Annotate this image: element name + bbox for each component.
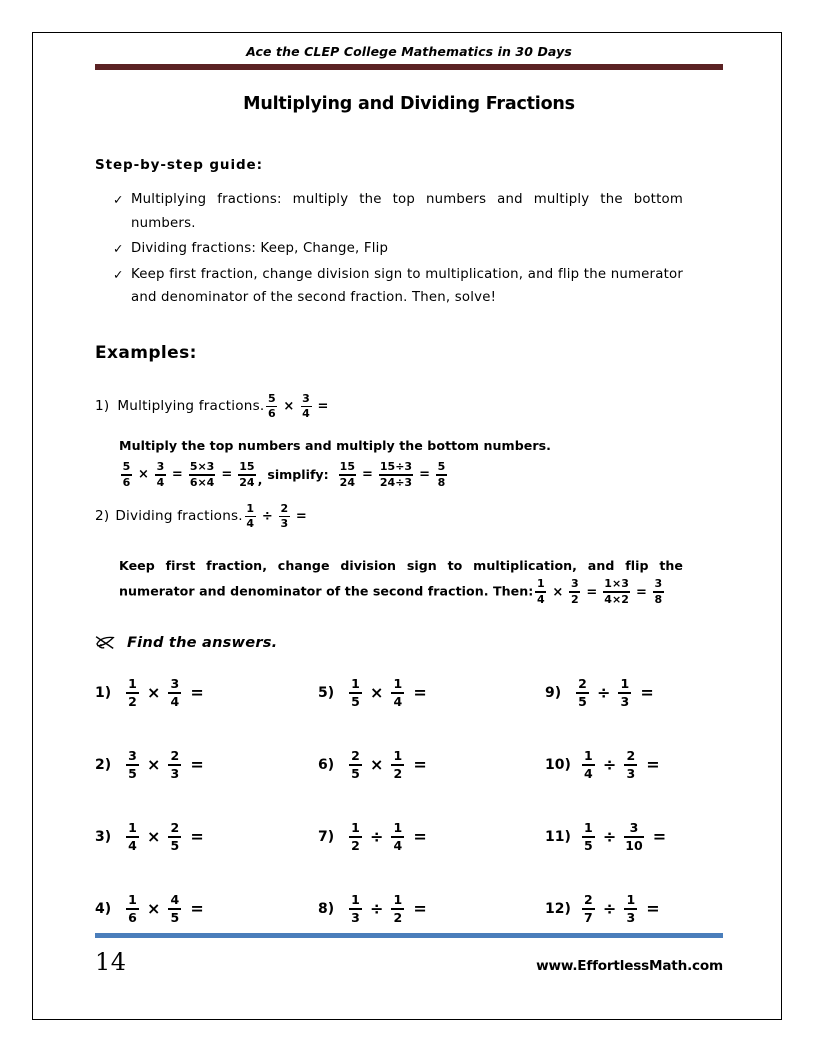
- fraction-numerator: 1: [537, 577, 545, 591]
- exercise-item[interactable]: [545, 676, 723, 710]
- equals-sign: =: [635, 584, 647, 600]
- exercise-item[interactable]: [95, 820, 318, 854]
- fraction-denominator: 5: [351, 693, 360, 709]
- fraction-numerator: 1: [584, 747, 593, 763]
- fraction-numerator: 15: [339, 460, 355, 474]
- example-1-solution-text: Multiply the top numbers and multiply the bottom numbers.: [119, 438, 552, 454]
- equals-sign: =: [586, 584, 598, 600]
- step-by-step-guide-list: [95, 188, 723, 310]
- guide-list-item: [95, 263, 683, 310]
- operator: ×: [370, 682, 384, 702]
- guide-list-item: [95, 188, 683, 235]
- operator: ×: [552, 584, 564, 600]
- fraction: [379, 461, 413, 489]
- fraction-numerator: 1: [351, 675, 360, 691]
- footer-row: [95, 948, 723, 976]
- fraction: [189, 461, 216, 489]
- exercise-number: 7): [318, 828, 335, 845]
- fraction: [569, 578, 580, 606]
- fraction-denominator: 3: [280, 517, 289, 531]
- fraction-denominator: 4: [537, 592, 545, 606]
- fraction-numerator: 2: [626, 747, 636, 763]
- example-2-solution-math: [533, 578, 666, 606]
- operator: ÷: [370, 826, 384, 846]
- operator: ÷: [370, 898, 384, 918]
- fraction-denominator: 4: [393, 693, 403, 709]
- equals-sign: =: [295, 508, 308, 524]
- fraction: [624, 821, 643, 853]
- guide-list-item: [95, 237, 683, 261]
- equals-sign: =: [317, 398, 329, 414]
- page-content: [95, 44, 723, 964]
- fraction-denominator: 6: [122, 475, 131, 489]
- fraction: [279, 503, 290, 531]
- fraction: [624, 749, 637, 781]
- fraction: [126, 821, 139, 853]
- fraction-denominator: 5: [170, 909, 180, 925]
- example-1-solution-math: [119, 461, 683, 489]
- fraction-numerator: 1: [246, 501, 255, 515]
- exercise-item[interactable]: [545, 820, 723, 854]
- simplify-label: simplify:: [267, 467, 329, 483]
- fraction-numerator: 2: [351, 747, 360, 763]
- fraction-denominator: 10: [625, 837, 643, 853]
- fraction-denominator: 24: [239, 475, 255, 489]
- fraction: [155, 461, 166, 489]
- exercise-number: 12): [545, 900, 571, 917]
- fraction-numerator: 4: [170, 891, 180, 907]
- equals-sign: =: [190, 682, 204, 702]
- equals-sign: =: [190, 826, 204, 846]
- check-icon: ✓: [113, 192, 124, 207]
- equals-sign: =: [361, 467, 373, 483]
- fraction-denominator: 8: [437, 475, 446, 489]
- fraction: [618, 677, 631, 709]
- fraction-denominator: 3: [626, 765, 636, 781]
- operator: ×: [370, 754, 384, 774]
- find-the-answers-header: [95, 634, 723, 652]
- fraction: [653, 578, 664, 606]
- fraction-denominator: 3: [626, 909, 636, 925]
- fraction-numerator: 3: [629, 819, 639, 835]
- fraction-numerator: 2: [584, 891, 593, 907]
- equals-sign: =: [652, 826, 667, 846]
- fraction-denominator: 5: [128, 765, 137, 781]
- fraction-numerator: 15: [239, 460, 255, 474]
- page-title: Multiplying and Dividing Fractions: [243, 94, 575, 114]
- equals-sign: =: [171, 467, 183, 483]
- exercise-item[interactable]: [95, 676, 318, 710]
- operator: ÷: [597, 682, 611, 702]
- fraction-denominator: 4: [128, 837, 137, 853]
- fraction: [391, 893, 404, 925]
- operator: ÷: [602, 826, 617, 846]
- guide-item-text: Dividing fractions: Keep, Change, Flip: [131, 241, 389, 256]
- fraction-denominator: 7: [584, 909, 593, 925]
- fraction-denominator: 2: [393, 765, 403, 781]
- equals-sign: =: [221, 467, 233, 483]
- fraction-denominator: 5: [584, 837, 593, 853]
- fraction-denominator: 3: [170, 765, 180, 781]
- equals-sign: =: [419, 467, 430, 483]
- operator: ×: [138, 467, 149, 483]
- fraction: [535, 578, 546, 606]
- exercise-item[interactable]: [318, 820, 545, 854]
- exercise-number: 2): [95, 756, 112, 773]
- fraction-denominator: 6: [128, 909, 137, 925]
- footer-rule: [95, 933, 723, 938]
- fraction: [349, 677, 362, 709]
- fraction-numerator: 5×3: [189, 460, 215, 474]
- operator: ×: [147, 682, 161, 702]
- exercise-item[interactable]: [318, 892, 545, 926]
- exercise-number: 1): [95, 684, 112, 701]
- equals-sign: =: [190, 754, 204, 774]
- example-2-expression: [243, 503, 311, 531]
- site-url[interactable]: www.EffortlessMath.com: [536, 958, 723, 974]
- fraction-numerator: 3: [302, 391, 310, 405]
- example-2-solution-sentence: Keep first fraction, change division sign to multiplication, and flip the numerator and denominator of the second fraction. Then:: [119, 558, 683, 599]
- fraction: [436, 461, 447, 489]
- fraction-denominator: 24÷3: [379, 475, 413, 489]
- exercise-grid: [95, 676, 723, 926]
- fraction-numerator: 2: [578, 675, 587, 691]
- equals-sign: =: [646, 754, 660, 774]
- fraction: [349, 893, 362, 925]
- fraction-denominator: 6: [267, 407, 276, 421]
- fraction: [349, 821, 362, 853]
- operator: ÷: [261, 508, 273, 524]
- fraction: [126, 677, 139, 709]
- fraction-numerator: 3: [170, 675, 180, 691]
- fraction: [238, 461, 255, 489]
- fraction-numerator: 1: [393, 819, 403, 835]
- fraction-numerator: 5: [437, 460, 446, 474]
- fraction: [301, 393, 312, 421]
- fraction-numerator: 1: [584, 819, 593, 835]
- fraction: [391, 749, 404, 781]
- exercise-number: 8): [318, 900, 335, 917]
- fraction-denominator: 2: [128, 693, 137, 709]
- step-by-step-guide-title: Step-by-step guide:: [95, 157, 263, 173]
- example-1-number: 1): [95, 398, 110, 415]
- fraction-denominator: 5: [351, 765, 360, 781]
- fraction-denominator: 4: [246, 517, 255, 531]
- fraction-denominator: 4: [302, 407, 310, 421]
- fraction-denominator: 2: [570, 592, 579, 606]
- fraction-denominator: 8: [654, 592, 663, 606]
- fraction-numerator: 1: [393, 747, 403, 763]
- example-1-line: [95, 393, 723, 421]
- exercise-item[interactable]: [318, 748, 545, 782]
- exercise-number: 3): [95, 828, 112, 845]
- page-footer: [95, 933, 723, 976]
- example-2-solution-text: [119, 554, 683, 606]
- fraction-numerator: 3: [570, 577, 579, 591]
- exercise-number: 11): [545, 828, 571, 845]
- fraction: [266, 393, 277, 421]
- exercise-number: 9): [545, 684, 562, 701]
- fraction: [576, 677, 589, 709]
- fraction: [168, 677, 181, 709]
- fraction-denominator: 2: [351, 837, 360, 853]
- exercise-number: 4): [95, 900, 112, 917]
- book-title: Ace the CLEP College Mathematics in 30 Days: [246, 44, 572, 59]
- fraction-numerator: 3: [654, 577, 663, 591]
- fraction: [245, 503, 256, 531]
- operator: ÷: [602, 754, 617, 774]
- exercise-number: 5): [318, 684, 335, 701]
- fraction-numerator: 1: [128, 891, 137, 907]
- fraction-denominator: 4: [156, 475, 165, 489]
- guide-item-text: Keep first fraction, change division sign to multiplication, and flip the numerator and denominator of the second fraction. Then, solve!: [131, 266, 683, 305]
- example-1-solution: [119, 434, 683, 489]
- example-2-label: Dividing fractions.: [115, 508, 243, 525]
- fraction-numerator: 3: [156, 460, 165, 474]
- fraction-denominator: 4: [170, 693, 180, 709]
- header-rule: [95, 64, 723, 70]
- equals-sign: =: [640, 682, 654, 702]
- exercise-item[interactable]: [545, 748, 723, 782]
- equals-sign: =: [413, 754, 427, 774]
- fraction: [168, 749, 181, 781]
- fraction-numerator: 1: [128, 819, 137, 835]
- exercise-number: 10): [545, 756, 571, 773]
- example-2-solution: [119, 554, 683, 606]
- fraction: [582, 821, 595, 853]
- fraction-denominator: 4: [584, 765, 593, 781]
- fraction-denominator: 3: [351, 909, 360, 925]
- example-2-line: [95, 503, 723, 531]
- fraction: [582, 749, 595, 781]
- fraction: [339, 461, 356, 489]
- fraction-denominator: 4: [393, 837, 403, 853]
- operator: ×: [147, 898, 161, 918]
- fraction-numerator: 1: [393, 891, 403, 907]
- fraction-denominator: 4×2: [604, 592, 629, 606]
- fraction-numerator: 1×3: [604, 577, 629, 591]
- fraction: [349, 749, 362, 781]
- fraction-denominator: 5: [578, 693, 587, 709]
- operator: ×: [147, 826, 161, 846]
- comma: ,: [257, 471, 263, 487]
- example-1-label: Multiplying fractions.: [117, 398, 265, 415]
- fraction-numerator: 2: [170, 819, 180, 835]
- fraction-numerator: 1: [351, 891, 360, 907]
- fraction-numerator: 3: [128, 747, 137, 763]
- operator: ×: [147, 754, 161, 774]
- equals-sign: =: [413, 898, 427, 918]
- fraction: [624, 893, 637, 925]
- fraction-numerator: 1: [128, 675, 137, 691]
- fraction: [582, 893, 595, 925]
- fraction: [126, 893, 139, 925]
- exercise-item[interactable]: [545, 892, 723, 926]
- fraction-numerator: 2: [170, 747, 180, 763]
- fraction-numerator: 5: [122, 460, 131, 474]
- exercise-item[interactable]: [95, 892, 318, 926]
- equals-sign: =: [190, 898, 204, 918]
- fraction-denominator: 2: [393, 909, 403, 925]
- example-2-number: 2): [95, 508, 110, 525]
- fraction-numerator: 5: [267, 391, 276, 405]
- page-number: 14: [95, 948, 127, 976]
- fraction: [391, 821, 404, 853]
- fraction: [168, 821, 181, 853]
- fraction-numerator: 1: [351, 819, 360, 835]
- fraction-denominator: 6×4: [189, 475, 215, 489]
- exercise-item[interactable]: [318, 676, 545, 710]
- operator: ×: [283, 398, 295, 414]
- fraction-denominator: 3: [620, 693, 630, 709]
- exercise-item[interactable]: [95, 748, 318, 782]
- fraction: [168, 893, 181, 925]
- fraction-numerator: 1: [620, 675, 630, 691]
- equals-sign: =: [413, 682, 427, 702]
- fraction: [391, 677, 404, 709]
- guide-item-text: Multiplying fractions: multiply the top numbers and multiply the bottom numbers.: [131, 192, 683, 231]
- fraction: [121, 461, 132, 489]
- fraction-denominator: 24: [339, 475, 355, 489]
- fraction-numerator: 15÷3: [379, 460, 413, 474]
- example-1-expression: [264, 393, 332, 421]
- fraction: [126, 749, 139, 781]
- equals-sign: =: [413, 826, 427, 846]
- fraction: [603, 578, 630, 606]
- examples-title: Examples:: [95, 342, 197, 363]
- check-icon: ✓: [113, 241, 124, 256]
- equals-sign: =: [646, 898, 660, 918]
- fraction-denominator: 5: [170, 837, 180, 853]
- exercise-number: 6): [318, 756, 335, 773]
- check-icon: ✓: [113, 266, 124, 282]
- find-the-answers-label: Find the answers.: [127, 634, 278, 652]
- fraction-numerator: 1: [626, 891, 636, 907]
- operator: ÷: [602, 898, 617, 918]
- fraction-numerator: 2: [280, 501, 289, 515]
- quill-pen-icon: [95, 634, 117, 652]
- fraction-numerator: 1: [393, 675, 403, 691]
